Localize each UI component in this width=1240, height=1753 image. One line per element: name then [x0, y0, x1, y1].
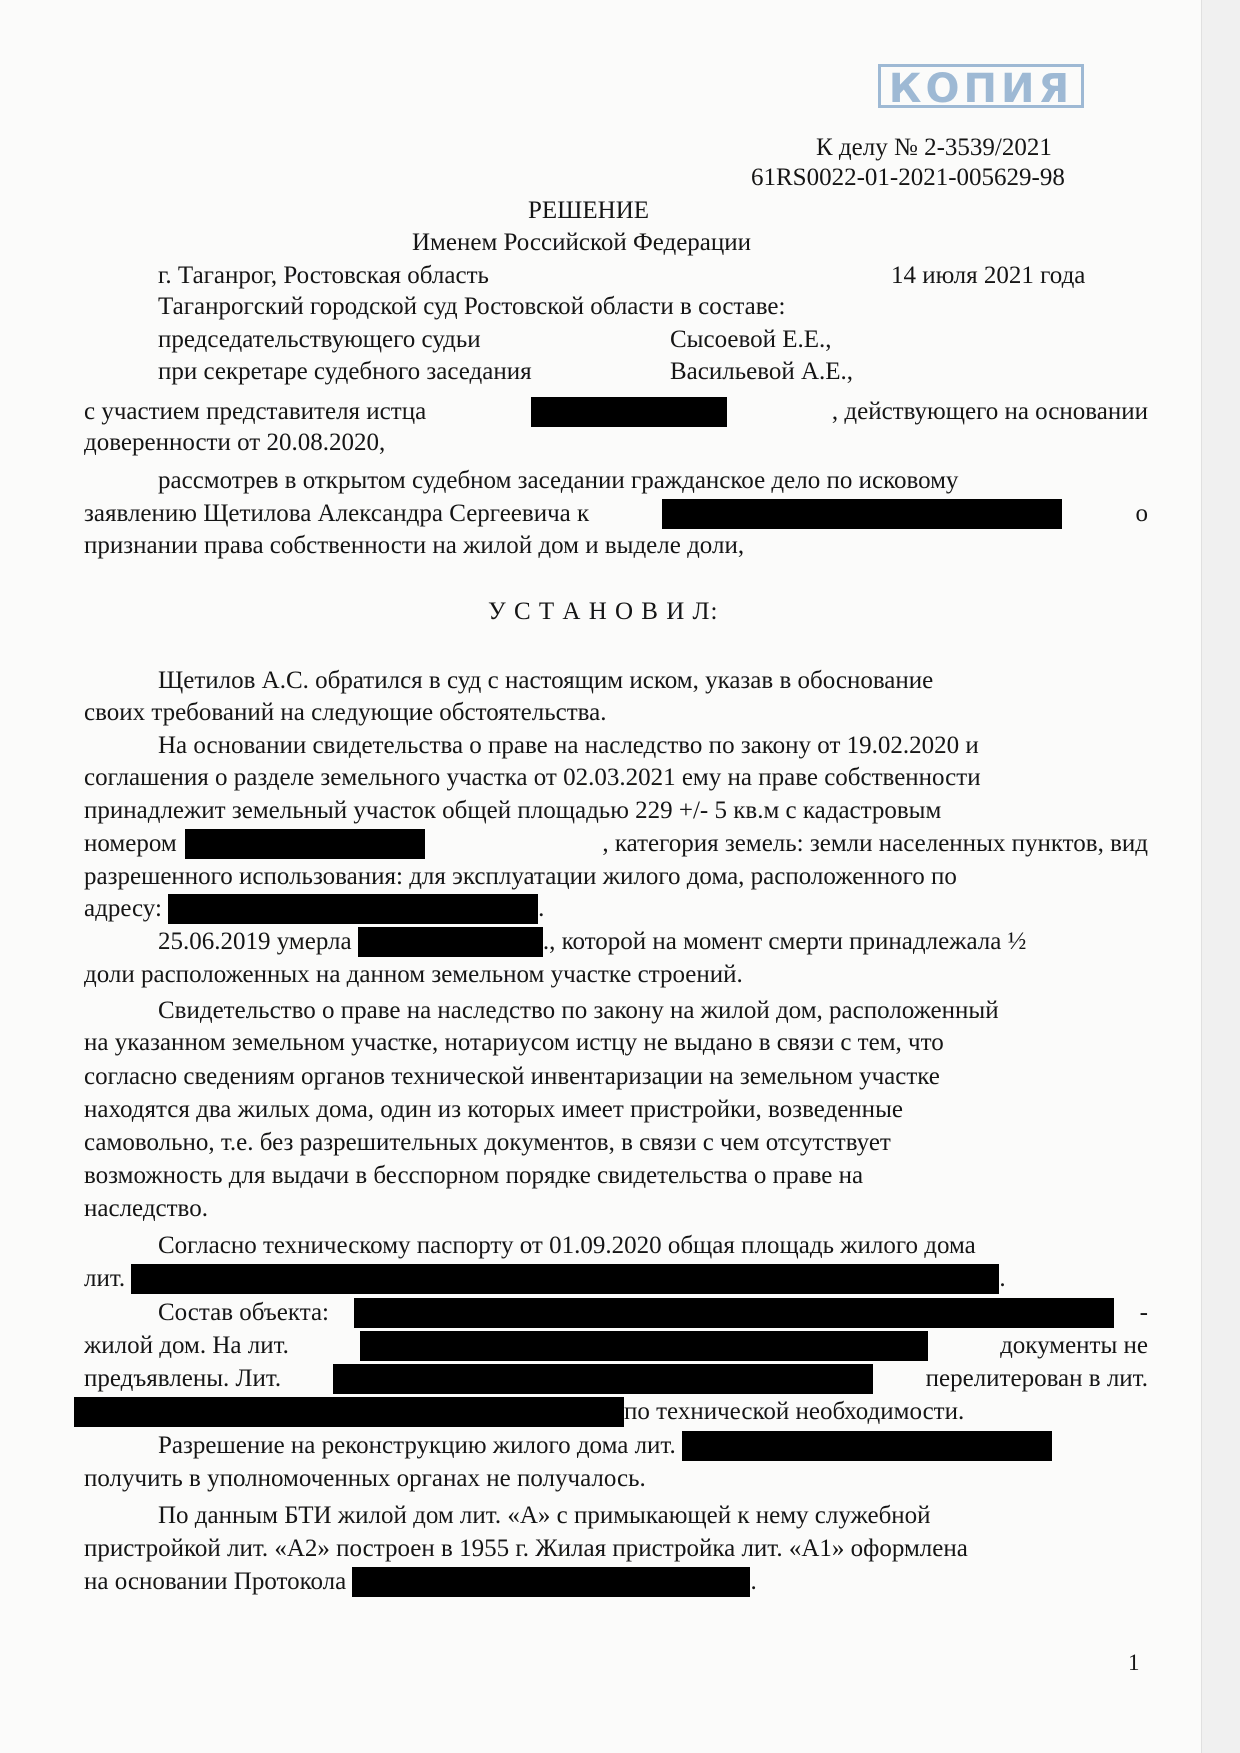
body-line	[84, 1128, 1148, 1158]
intro-line-1	[84, 397, 1148, 427]
document-subtitle: Именем Российской Федерации	[412, 229, 752, 256]
text: Разрешение на реконструкцию жилого дома лит.	[158, 1432, 676, 1459]
body-line	[84, 894, 544, 924]
redaction	[168, 894, 538, 924]
body-line	[84, 1534, 1148, 1564]
text: По данным БТИ жилой дом лит. «А» с примыкающей к нему служебной	[158, 1502, 931, 1529]
text: адресу:	[84, 895, 162, 922]
body-line	[84, 862, 1148, 892]
body-line	[158, 666, 1148, 696]
text: возможность для выдачи в бесспорном порядке свидетельства о праве на	[84, 1162, 864, 1189]
text: жилой дом. На лит.	[84, 1332, 289, 1359]
body-line	[158, 996, 1148, 1026]
redaction	[185, 829, 425, 859]
intro-line-5: признании права собственности на жилой дом и выделе доли,	[84, 532, 745, 559]
intro-l1a: с участием представителя истца	[84, 398, 427, 425]
body-line	[84, 763, 1148, 793]
court-line: Таганрогский городской суд Ростовской области в составе:	[158, 293, 786, 320]
redaction	[131, 1264, 999, 1294]
redaction	[352, 1567, 750, 1597]
judge-role: председательствующего судьи	[158, 326, 481, 353]
text: Свидетельство о праве на наследство по закону на жилой дом, расположенный	[158, 997, 999, 1024]
secretary-role: при секретаре судебного заседания	[158, 358, 532, 385]
scan-edge	[1201, 0, 1240, 1753]
text: .	[999, 1265, 1006, 1292]
body-line	[84, 1331, 1148, 1361]
body-line	[158, 1501, 1148, 1531]
redaction	[74, 1397, 624, 1427]
intro-line-4	[84, 499, 1148, 529]
text: соглашения о разделе земельного участка от 02.03.2021 ему на праве собственности	[84, 764, 981, 791]
judge-name: Сысоевой Е.Е.,	[670, 326, 832, 353]
intro-l4b: о	[1135, 500, 1148, 527]
body-line	[158, 1231, 1148, 1261]
body-line	[84, 796, 1148, 826]
text: .	[538, 895, 545, 922]
text: самовольно, т.е. без разрешительных документов, в связи с чем отсутствует	[84, 1129, 891, 1156]
body-line	[84, 1567, 757, 1597]
redaction	[360, 1331, 928, 1361]
body-line	[84, 1161, 1148, 1191]
body-line	[158, 1431, 1052, 1461]
text: ., которой на момент смерти принадлежала ½	[542, 928, 1027, 955]
intro-l1b: , действующего на основании	[831, 398, 1148, 425]
body-line	[158, 731, 1148, 761]
text: разрешенного использования: для эксплуатации жилого дома, расположенного по	[84, 863, 957, 890]
body-line	[158, 927, 1026, 957]
text: принадлежит земельный участок общей площадью 229 +/- 5 кв.м с кадастровым	[84, 797, 942, 824]
city: г. Таганрог, Ростовская область	[158, 262, 489, 289]
text: Согласно техническому паспорту от 01.09.2020 общая площадь жилого дома	[158, 1232, 976, 1259]
body-line	[84, 829, 1148, 859]
case-number: К делу № 2-3539/2021	[816, 134, 1052, 161]
text: по технической необходимости.	[624, 1398, 965, 1425]
text: , категория земель: земли населенных пунктов, вид	[602, 830, 1148, 857]
text: находятся два жилых дома, один из которых имеет пристройки, возведенные	[84, 1096, 903, 1123]
intro-l3-text: рассмотрев в открытом судебном заседании гражданское дело по исковому	[158, 467, 959, 494]
case-uid: 61RS0022-01-2021-005629-98	[751, 164, 1065, 191]
text: Состав объекта:	[158, 1299, 329, 1326]
text: на основании Протокола	[84, 1568, 347, 1595]
section-title: У С Т А Н О В И Л:	[488, 598, 719, 625]
intro-l4a: заявлению Щетилова Александра Сергеевича к	[84, 500, 590, 527]
page-number: 1	[1128, 1650, 1140, 1675]
body-line	[84, 1028, 1148, 1058]
redaction	[354, 1298, 1114, 1328]
secretary-name: Васильевой А.Е.,	[670, 358, 854, 385]
body-line	[84, 1264, 1006, 1294]
redaction	[333, 1364, 873, 1394]
text: -	[1139, 1299, 1148, 1326]
copy-stamp: КОПИЯ	[878, 64, 1084, 108]
document-title: РЕШЕНИЕ	[528, 197, 650, 224]
text: Щетилов А.С. обратился в суд с настоящим иском, указав в обоснование	[158, 667, 934, 694]
text: номером	[84, 830, 177, 857]
text: предъявлены. Лит.	[84, 1365, 282, 1392]
text: документы не	[1000, 1332, 1148, 1359]
redaction	[531, 397, 727, 427]
body-line: наследство.	[84, 1195, 208, 1222]
body-line	[158, 1298, 1148, 1328]
text: перелитерован в лит.	[925, 1365, 1148, 1392]
body-line	[84, 1364, 1148, 1394]
text: На основании свидетельства о праве на наследство по закону от 19.02.2020 и	[158, 732, 979, 759]
body-line: своих требований на следующие обстоятельства.	[84, 699, 607, 726]
text: согласно сведениям органов технической инвентаризации на земельном участке	[84, 1063, 940, 1090]
body-line: получить в уполномоченных органах не получалось.	[84, 1465, 646, 1492]
text: лит.	[84, 1265, 126, 1292]
text: 25.06.2019 умерла	[158, 928, 352, 955]
body-line	[84, 1062, 1148, 1092]
text: .	[750, 1568, 757, 1595]
intro-line-2: доверенности от 20.08.2020,	[84, 429, 386, 456]
body-line	[84, 1095, 1148, 1125]
text-group	[84, 829, 425, 859]
redaction	[662, 499, 1062, 529]
intro-line-3	[158, 466, 1148, 496]
text: на указанном земельном участке, нотариусом истцу не выдано в связи с тем, что	[84, 1029, 944, 1056]
body-line: доли расположенных на данном земельном участке строений.	[84, 961, 743, 988]
redaction	[682, 1431, 1052, 1461]
redaction	[358, 927, 543, 957]
decision-date: 14 июля 2021 года	[891, 262, 1086, 289]
body-line	[74, 1397, 964, 1427]
text: пристройкой лит. «А2» построен в 1955 г. Жилая пристройка лит. «А1» оформлена	[84, 1535, 968, 1562]
